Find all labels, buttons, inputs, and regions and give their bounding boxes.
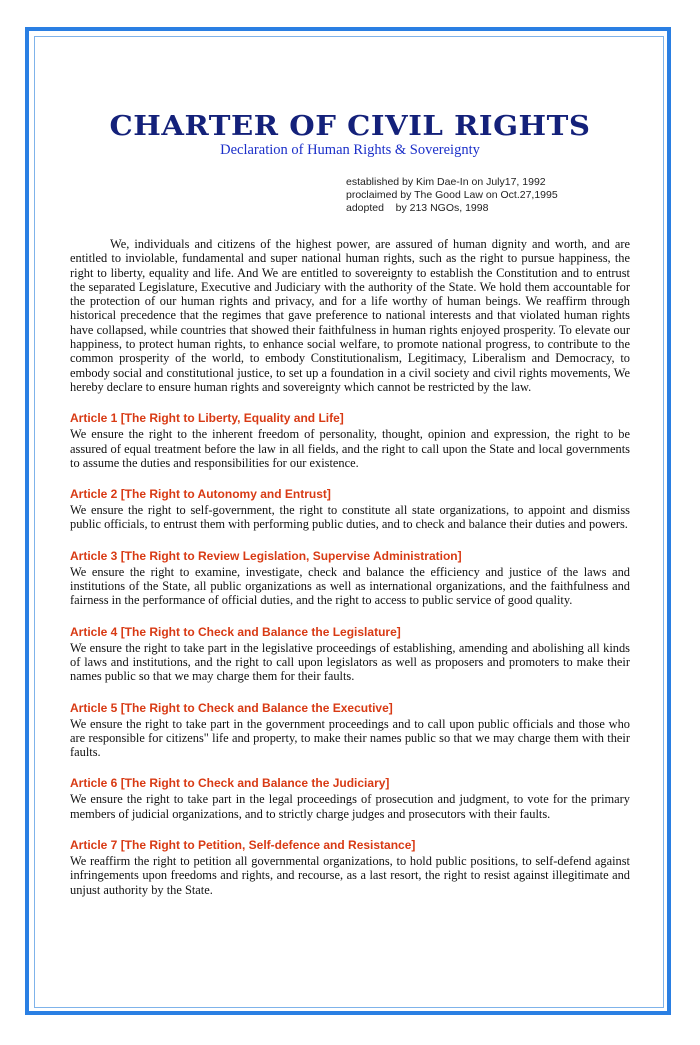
article-heading: Article 2 [The Right to Autonomy and Entrust] <box>70 487 331 502</box>
article-7 <box>70 838 630 897</box>
article-heading: Article 7 [The Right to Petition, Self-defence and Resistance] <box>70 838 416 853</box>
article-4 <box>70 625 630 684</box>
article-text: We ensure the right to the inherent freedom of personality, thought, opinion and expression, the right to be assured of equal treatment before the law in all fields, and the right to call upon the State and local governments to assume the duties and responsibilities for our existence. <box>70 427 630 470</box>
article-heading: Article 3 [The Right to Review Legislation, Supervise Administration] <box>70 548 462 563</box>
article-text: We ensure the right to take part in the government proceedings and to call upon public officials and those who are responsible for citizens" life and property, to make their names public so that we may charge them with their faults. <box>70 716 630 760</box>
document-title: CHARTER OF CIVIL RIGHTS <box>109 111 591 142</box>
article-heading: Article 6 [The Right to Check and Balance the Judiciary] <box>70 776 390 791</box>
document-content <box>70 112 630 897</box>
document-subtitle: Declaration of Human Rights & Sovereignty <box>220 142 480 158</box>
article-heading: Article 4 [The Right to Check and Balance the Legislature] <box>70 624 401 639</box>
article-text: We ensure the right to take part in the legislative proceedings of establishing, amending and abolishing all kinds of laws and institutions, and the right to call upon legislators as well as proposers and promoters to make their names public so that we may charge them for their faults. <box>70 640 630 684</box>
article-text: We ensure the right to self-government, the right to constitute all state organizations, to appoint and dismiss public officials, to entrust them with performing public duties, and to check and balance their duties and powers. <box>70 503 630 532</box>
article-6 <box>70 776 630 821</box>
article-1 <box>70 411 630 470</box>
article-5 <box>70 701 630 760</box>
article-2 <box>70 487 630 532</box>
provenance-line: established by Kim Dae-In on July17, 1992 <box>346 176 546 188</box>
article-text: We reaffirm the right to petition all governmental organizations, to hold public positions, to self-defend against infringements upon freedoms and rights, and recourse, as a last resort, the right to resist against illegitimate and unjust authority by the State. <box>70 854 630 897</box>
article-heading: Article 1 [The Right to Liberty, Equality and Life] <box>70 411 344 426</box>
provenance-line: adopted by 213 NGOs, 1998 <box>346 202 489 214</box>
article-text: We ensure the right to take part in the legal proceedings of prosecution and judgment, to vote for the primary members of judicial organizations, and to strictly charge judges and prosecutors with their faults. <box>70 792 630 821</box>
article-3 <box>70 549 630 608</box>
article-text: We ensure the right to examine, investigate, check and balance the efficiency and justice of the laws and institutions of the State, all public organizations as well as international organizations, and the faithfulness and fairness in the performance of official duties, and the right to access to public service of good quality. <box>70 564 630 608</box>
article-heading: Article 5 [The Right to Check and Balance the Executive] <box>70 700 393 715</box>
provenance-block <box>346 176 630 215</box>
preamble-paragraph: We, individuals and citizens of the highest power, are assured of human dignity and worth, and are entitled to inviolable, fundamental and super national human rights, such as the right to pursue happiness, the right to liberty, equality and life. And We are entitled to sovereignty to establish the Constitution and to entrust the separated Legislature, Executive and Judiciary with the authority of the State. We hold them accountable for the protection of our human rights and privacy, and for a life worthy of human beings. We reaffirm through historical precedence that the regimes that gave preference to national interests and that violated human rights have collapsed, while countries that showed their faithfulness in human rights enjoyed prosperity. To elevate our happiness, to protect human rights, to enhance social welfare, to promote national progress, to contribute to the common prosperity of the world, to embody Constitutionalism, Legitimacy, Liberalism and Democracy, to embody social and constitutional justice, to set up a foundation in a civil society and civil rights movements, We hereby declare to ensure human rights and sovereignty which cannot be restricted by the law. <box>70 237 630 394</box>
provenance-line: proclaimed by The Good Law on Oct.27,1995 <box>346 189 558 201</box>
